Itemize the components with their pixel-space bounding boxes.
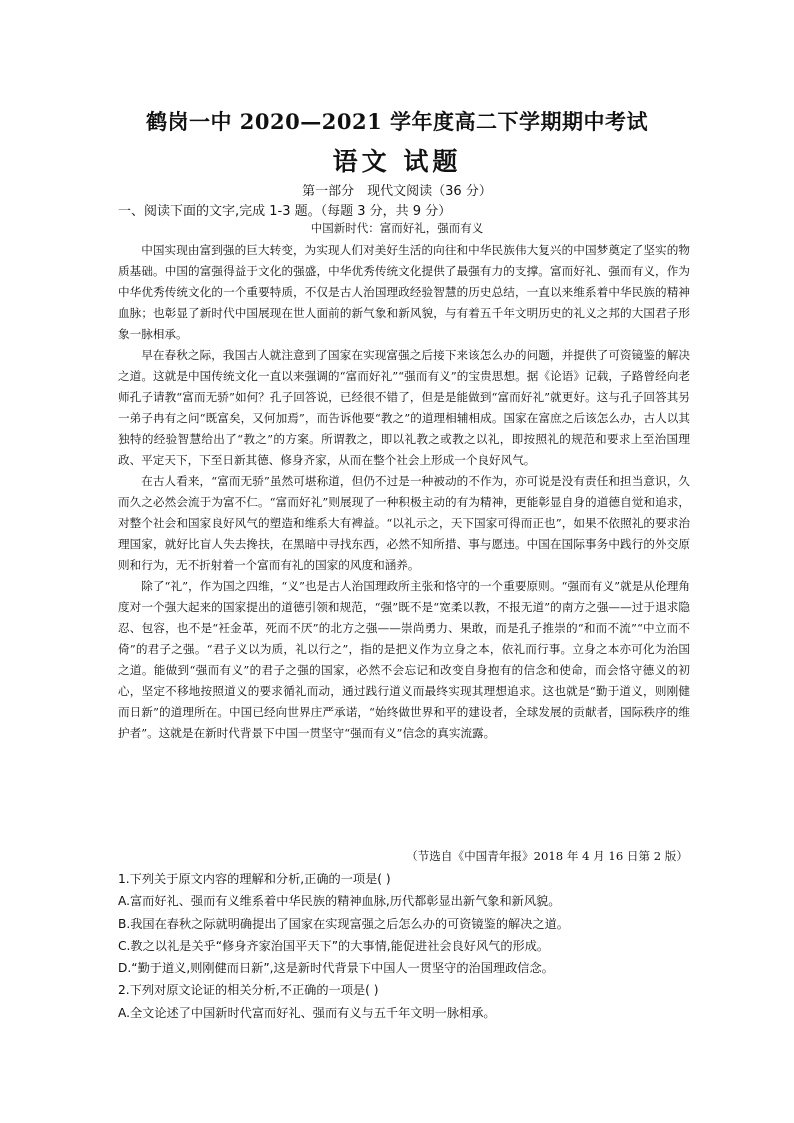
section-instruction: 一、阅读下面的文字,完成 1-3 题。（每题 3 分，共 9 分） (118, 204, 452, 219)
part-heading: 第一部分 现代文阅读（36 分） (302, 184, 492, 199)
subject-title: 语文 试题 (332, 147, 462, 176)
passage-source: （节选自《中国青年报》2018 年 4 月 16 日第 2 版） (406, 849, 688, 863)
answer-option: A.富而好礼、强而有义维系着中华民族的精神血脉,历代都彰显出新气象和新风貌。 (118, 894, 561, 909)
exam-title: 鹤岗一中 2020—2021 学年度高二下学期期中考试 (145, 109, 648, 134)
question-stem: 1.下列关于原文内容的理解和分析,正确的一项是( ) (118, 872, 391, 886)
passage-paragraph: 早在春秋之际，我国古人就注意到了国家在实现富强之后接下来该怎么办的问题，并提供了可资镜鉴的解决之道。这就是中国传统文化一直以来强调的“富而好礼”“强而有义”的宝贵思想。据《论语》记载，子路曾经向老师孔子请教“富而无骄”如何？孔子回答说，已经很不错了，但是是能做到“富而好礼”就更好。这与孔子回答其另一弟子冉有之问“既富矣，又何加焉”，而告诉他要“教之”的道理相辅相成。国家在富庶之后该怎么办，古人以其独特的经验智慧给出了“教之”的方案。所谓教之，即以礼教之或教之以礼，即按照礼的规范和要求上至治国理政、平定天下，下至日新其德、修身齐家，从而在整个社会上形成一个良好风气。 (118, 348, 690, 467)
answer-option: B.我国在春秋之际就明确提出了国家在实现富强之后怎么办的可资镜鉴的解决之道。 (118, 916, 569, 931)
passage-paragraph: 在古人看来，“富而无骄”虽然可堪称道，但仍不过是一种被动的不作为，亦可说是没有责任和担当意识，久而久之必然会流于为富不仁。“富而好礼”则展现了一种积极主动的有为精神，更能彰显自身的道德自觉和追求，对整个社会和国家良好风气的塑造和维系大有裨益。“以礼示之，天下国家可得而正也”，如果不依照礼的要求治理国家，就好比盲人失去搀扶，在黑暗中寻找东西，必然不知所措、事与愿违。中国在国际事务中践行的外交原则和行为，无不折射着一个富而有礼的国家的风度和涵养。 (118, 474, 690, 572)
passage-paragraph: 除了“礼”，作为国之四维，“义”也是古人治国理政所主张和恪守的一个重要原则。“强而有义”就是从伦理角度对一个强大起来的国家提出的道德引领和规范，“强”既不是“宽柔以教，不报无道”的南方之强——过于退求隐忍、包容，也不是“衽金革，死而不厌”的北方之强——崇尚勇力、果敢，而是孔子推崇的“和而不流”“中立而不倚”的君子之强。“君子义以为质，礼以行之”，指的是把义作为立身之本，依礼而行事。立身之本亦可化为治国之道。能做到“强而有义”的君子之强的国家，必然不会忘记和改变自身抱有的信念和使命，而会恪守德义的初心，坚定不移地按照道义的要求循礼而动，通过践行道义而最终实现其理想追求。这也就是“勤于道义，则刚健而日新”的道理所在。中国已经向世界庄严承诺，“始终做世界和平的建设者，全球发展的贡献者，国际秩序的维护者”。这就是在新时代背景下中国一贯坚守“强而有义”信念的真实流露。 (118, 579, 690, 740)
answer-option: A.全文论述了中国新时代富而好礼、强而有义与五千年文明一脉相承。 (118, 1005, 496, 1020)
article-title: 中国新时代：富而好礼，强而有义 (310, 221, 484, 235)
answer-option: C.教之以礼是关乎“修身齐家治国平天下”的大事情,能促进社会良好风气的形成。 (118, 938, 550, 953)
answer-option: D.“勤于道义,则刚健而日新”,这是新时代背景下中国人一贯坚守的治国理政信念。 (118, 961, 554, 976)
question-list (118, 868, 708, 1024)
reading-passage (118, 240, 690, 744)
passage-paragraph: 中国实现由富到强的巨大转变，为实现人们对美好生活的向往和中华民族伟大复兴的中国梦奠定了坚实的物质基础。中国的富强得益于文化的强盛，中华优秀传统文化提供了最强有力的支撑。富而好礼、强而有义，作为中华优秀传统文化的一个重要特质，不仅是古人治国理政经验智慧的历史总结，一直以来维系着中华民族的精神血脉；也彰显了新时代中国展现在世人面前的新气象和新风貌，与有着五千年文明历史的礼义之邦的大国君子形象一脉相承。 (118, 243, 690, 341)
question-stem: 2.下列对原文论证的相关分析,不正确的一项是( ) (118, 983, 379, 998)
